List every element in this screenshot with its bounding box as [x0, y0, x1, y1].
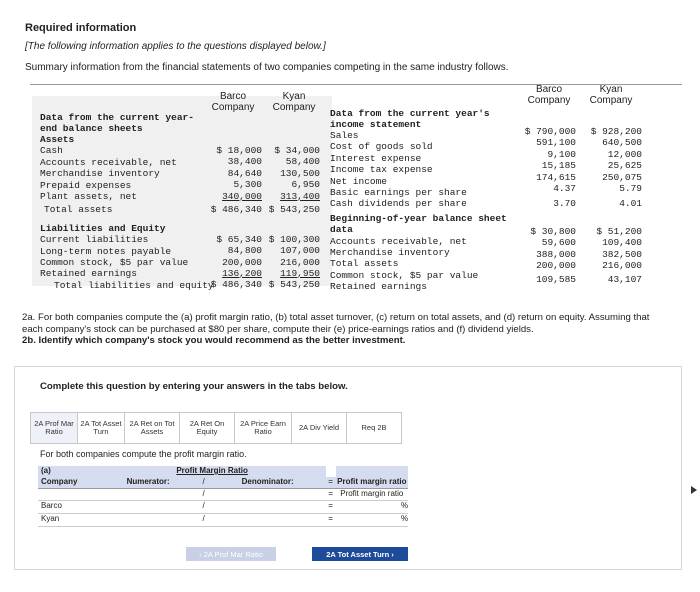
right-label: Accounts receivable, net — [330, 235, 467, 247]
left-label: Total assets — [44, 204, 113, 216]
right-col-barco: Barco Company — [527, 84, 571, 106]
left-label — [40, 216, 214, 223]
right-barco-value: 59,600 — [541, 237, 576, 249]
chevron-right-icon: › — [389, 549, 394, 559]
chevron-left-icon: ‹ — [199, 549, 204, 559]
tab-tot-asset-turn[interactable]: 2A Tot Asset Turn — [78, 412, 125, 444]
right-kyan-value: $ 928,200 — [590, 126, 642, 137]
profit-margin-table — [38, 466, 408, 536]
denominator-input[interactable] — [210, 514, 326, 526]
right-kyan-beginning — [578, 226, 642, 285]
ratio-input[interactable] — [336, 501, 401, 513]
left-kyan-value: 119,950 — [280, 268, 320, 280]
right-kyan-values — [578, 126, 642, 210]
divide-sign: / — [198, 477, 210, 488]
right-barco-beginning — [508, 226, 576, 285]
left-label: Prepaid expenses — [40, 179, 132, 191]
cursor-icon — [690, 486, 698, 494]
right-barco-value: 109,585 — [536, 273, 576, 285]
table-row — [38, 501, 408, 514]
tab-ret-on-tot-assets[interactable]: 2A Ret on Tot Assets — [125, 412, 180, 444]
right-kyan-value: 382,500 — [602, 248, 642, 260]
left-label: Common stock, $5 par value — [40, 257, 189, 269]
equals-sign: = — [328, 489, 333, 498]
left-barco-value: 200,000 — [222, 256, 262, 268]
left-kyan-value: 107,000 — [280, 245, 320, 257]
right-barco-values — [508, 126, 576, 210]
left-label: Accounts receivable, net — [40, 156, 177, 168]
right-label: Total assets — [330, 258, 399, 270]
tab-bar — [30, 412, 402, 442]
left-labels — [40, 134, 214, 291]
left-col-kyan: Kyan Company — [272, 91, 316, 113]
prev-tab-button[interactable] — [186, 547, 276, 561]
row-company: Kyan — [41, 514, 60, 523]
left-kyan-value: $ 543,250 — [268, 204, 320, 216]
left-kyan-value: 216,000 — [280, 256, 320, 268]
denominator-input[interactable] — [210, 501, 326, 513]
right-barco-value: 388,000 — [536, 248, 576, 260]
left-kyan-value: $ 543,250 — [268, 279, 320, 291]
right-heading: Data from the current year's income statement — [330, 108, 490, 131]
right-label: Merchandise inventory — [330, 247, 450, 259]
intro-text: [The following information applies to the questions displayed below.] — [25, 41, 326, 52]
percent-sign: % — [401, 514, 409, 523]
subprompt: For both companies compute the profit margin ratio. — [40, 449, 247, 459]
right-kyan-value: 109,400 — [602, 237, 642, 249]
numerator-input[interactable] — [99, 514, 198, 526]
left-label: Current liabilities — [40, 234, 149, 246]
right-kyan-value: 43,107 — [607, 273, 642, 285]
prev-tab-label: 2A Prof Mar Ratio — [203, 549, 263, 559]
divide-sign: / — [202, 514, 205, 523]
right-kyan-value: 12,000 — [607, 148, 642, 160]
right-barco-value: 174,615 — [536, 171, 576, 183]
ratio-input[interactable] — [336, 514, 401, 526]
answer-table-title: Profit Margin Ratio — [99, 466, 326, 477]
right-label: Basic earnings per share — [330, 187, 467, 199]
equals-sign: = — [328, 501, 333, 510]
company-header: Company — [38, 477, 99, 488]
left-col-barco: Barco Company — [211, 91, 255, 113]
left-label: Total liabilities and equity — [54, 279, 214, 291]
right-kyan-value: 250,075 — [602, 171, 642, 183]
divide-sign: / — [202, 489, 205, 498]
right-label: Common stock, $5 par value — [330, 269, 479, 281]
right-kyan-value: 640,500 — [602, 137, 642, 149]
row-company: Barco — [41, 501, 62, 510]
left-kyan-value: $ 100,300 — [268, 233, 320, 245]
left-label: Assets — [40, 134, 75, 145]
left-barco-value: $ 486,340 — [210, 204, 262, 216]
required-title: Required information — [25, 22, 137, 34]
question-2a: 2a. For both companies compute the (a) profit margin ratio, (b) total asset turnover, (c) return on total assets, and (d) return on equity. Assuming that each company's stock can be purchased at $80 per share, compute their (e) price-earnings ratios and (f) dividend yields. — [22, 312, 650, 335]
right-barco-value: $ 790,000 — [524, 126, 576, 137]
result-header: Profit margin ratio — [337, 477, 407, 486]
right-label: data — [330, 224, 353, 236]
left-label: Liabilities and Equity — [40, 222, 166, 234]
summary-text: Summary information from the financial statements of two companies competing in the same industry follows. — [25, 62, 509, 73]
left-barco-value: 340,000 — [222, 190, 262, 202]
right-label: Income tax expense — [330, 164, 433, 176]
equals-sign: = — [328, 514, 333, 523]
left-label: Merchandise inventory — [40, 168, 160, 180]
right-kyan-value: 4.01 — [619, 198, 642, 210]
section-label: (a) — [38, 466, 99, 477]
result-subheader: Profit margin ratio — [340, 489, 404, 498]
left-kyan-value: 58,400 — [285, 156, 320, 168]
divide-sign: / — [202, 501, 205, 510]
left-barco-value: 38,400 — [227, 156, 262, 168]
left-barco-values — [206, 145, 262, 291]
tab-price-earn-ratio[interactable]: 2A Price Earn Ratio — [235, 412, 292, 444]
left-label: Cash — [40, 145, 63, 157]
table-row — [38, 514, 408, 527]
question-2b: 2b. Identify which company's stock you would recommend as the better investment. — [22, 335, 406, 346]
next-tab-button[interactable] — [312, 547, 408, 561]
right-barco-value: $ 30,800 — [530, 226, 576, 237]
tab-div-yield[interactable]: 2A Div Yield — [292, 412, 347, 444]
left-barco-value: 84,800 — [227, 245, 262, 257]
tab-req-2b[interactable]: Req 2B — [347, 412, 402, 444]
left-barco-value: 136,200 — [222, 268, 262, 280]
next-tab-label: 2A Tot Asset Turn — [326, 549, 390, 559]
question-text — [22, 312, 662, 347]
left-barco-value: 5,300 — [233, 179, 262, 191]
left-label: Plant assets, net — [40, 191, 137, 203]
right-label: Cost of goods sold — [330, 141, 433, 153]
right-barco-value: 4.37 — [553, 183, 576, 195]
left-label: Long-term notes payable — [40, 245, 172, 257]
right-labels — [330, 130, 507, 293]
right-barco-value: 591,100 — [536, 137, 576, 149]
left-barco-value: 84,640 — [227, 167, 262, 179]
left-label: Retained earnings — [40, 268, 137, 280]
denominator-header: Denominator: — [210, 477, 326, 488]
right-kyan-value: $ 51,200 — [596, 226, 642, 237]
tab-prof-mar-ratio[interactable]: 2A Prof Mar Ratio — [30, 412, 78, 444]
left-barco-value: $ 486,340 — [210, 279, 262, 291]
right-label: Sales — [330, 130, 359, 141]
equals-sign: = — [326, 477, 336, 488]
panel-title: Complete this question by entering your answers in the tabs below. — [40, 381, 348, 392]
right-barco-value: 3.70 — [553, 198, 576, 210]
right-kyan-value: 216,000 — [602, 260, 642, 272]
left-barco-value: $ 18,000 — [216, 145, 262, 156]
percent-sign: % — [401, 501, 409, 510]
numerator-header: Numerator: — [99, 477, 198, 488]
left-kyan-value: 130,500 — [280, 167, 320, 179]
right-label: Retained earnings — [330, 281, 427, 293]
left-kyan-value: 6,950 — [291, 179, 320, 191]
right-barco-value: 200,000 — [536, 260, 576, 272]
right-kyan-value: 25,625 — [607, 160, 642, 172]
left-kyan-value: $ 34,000 — [274, 145, 320, 156]
right-label: Cash dividends per share — [330, 198, 467, 210]
left-kyan-values — [264, 145, 320, 291]
right-label: Beginning-of-year balance sheet — [330, 212, 507, 224]
right-barco-value: 9,100 — [547, 148, 576, 160]
left-barco-value: $ 65,340 — [216, 233, 262, 245]
right-col-kyan: Kyan Company — [589, 84, 633, 106]
numerator-input[interactable] — [99, 501, 198, 513]
right-label: Net income — [330, 175, 388, 187]
right-label: Interest expense — [330, 152, 422, 164]
left-kyan-value: 313,400 — [280, 190, 320, 202]
tab-ret-on-equity[interactable]: 2A Ret On Equity — [180, 412, 235, 444]
left-heading: Data from the current year- end balance sheets — [40, 112, 194, 135]
right-barco-value: 15,185 — [541, 160, 576, 172]
right-kyan-value: 5.79 — [619, 183, 642, 195]
